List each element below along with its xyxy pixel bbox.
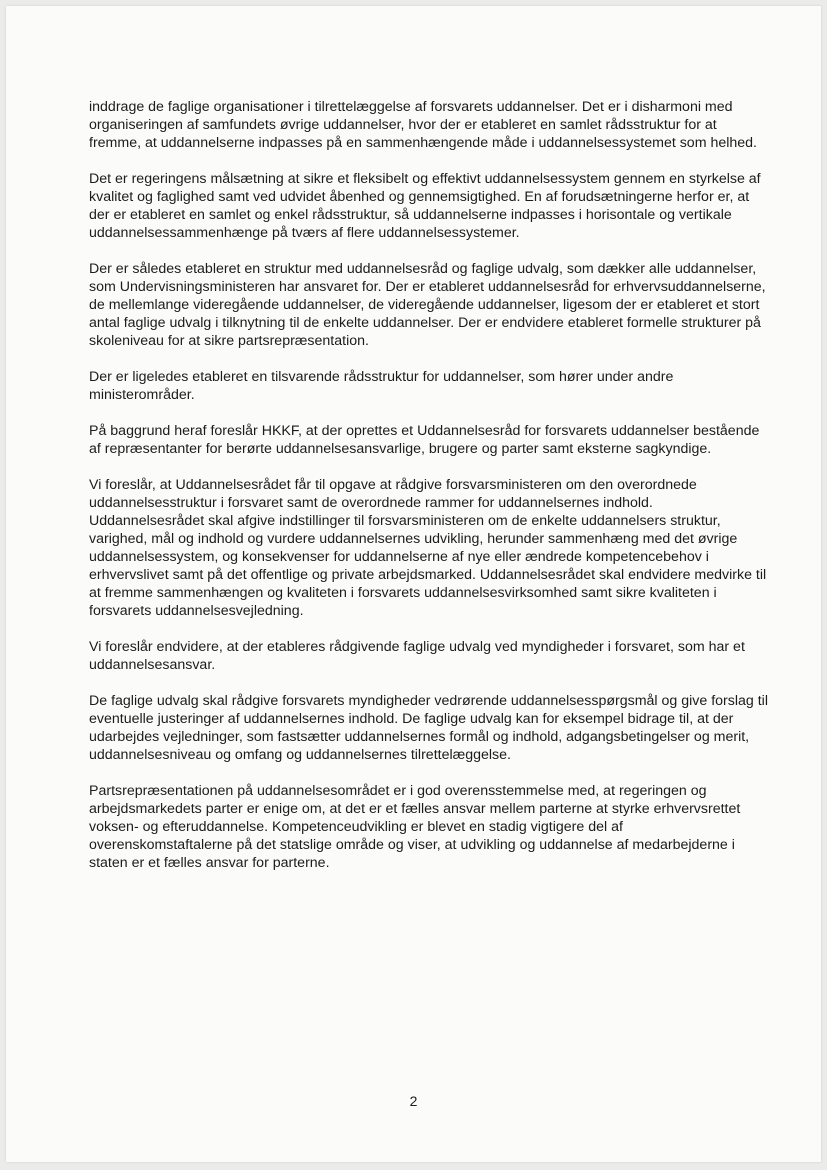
- paragraph: Det er regeringens målsætning at sikre et fleksibelt og effektivt uddannelsessystem gennem en styrkelse af kvalitet og faglighed samt ved udvidet åbenhed og gennemsigtighed. En af forudsætningerne herfor er, at der er etableret en samlet og enkel rådsstruktur, så uddannelserne indpasses i horisontale og vertikale uddannelsessammenhænge på tværs af flere uddannelsessystemer.: [89, 171, 761, 241]
- document-page: [6, 6, 821, 1162]
- paragraph: På baggrund heraf foreslår HKKF, at der oprettes et Uddannelsesråd for forsvarets uddannelser bestående af repræsentanter for berørte uddannelsesansvarlige, brugere og parter samt eksterne sagkyndige.: [89, 423, 760, 457]
- paragraph: Vi foreslår, at Uddannelsesrådet får til opgave at rådgive forsvarsministeren om den overordnede uddannelsesstruktur i forsvaret samt de overordnede rammer for uddannelsernes indhold. Uddannelsesrådet skal afgive indstillinger til forsvarsministeren om de enkelte uddannelsers struktur, varighed, mål og indhold og vurdere uddannelsernes udvikling, herunder sammenhæng med det øvrige uddannelsessystem, og konsekvenser for uddannelserne af nye eller ændrede kompetencebehov i erhvervslivet samt på det offentlige og private arbejdsmarked. Uddannelsesrådet skal endvidere medvirke til at fremme sammenhængen og kvaliteten i forsvarets uddannelsesvirksomhed samt sikre kvaliteten i forsvarets uddannelsesvejledning.: [89, 477, 767, 619]
- paragraph: Der er således etableret en struktur med uddannelsesråd og faglige udvalg, som dækker alle uddannelser, som Undervisningsministeren har ansvaret for. Der er etableret uddannelsesråd for erhvervsuddannelserne, de mellemlange videregående uddannelser, de videregående uddannelser, ligesom der er etableret et stort antal faglige udvalg i tilknytning til de enkelte uddannelser. Der er endvidere etableret formelle strukturer på skoleniveau for at sikre partsrepræsentation.: [89, 261, 766, 349]
- page-number: 2: [409, 1093, 418, 1109]
- paragraph: Vi foreslår endvidere, at der etableres rådgivende faglige udvalg ved myndigheder i forsvaret, som har et uddannelsesansvar.: [89, 639, 745, 673]
- paragraph: inddrage de faglige organisationer i tilrettelæggelse af forsvarets uddannelser. Det er i disharmoni med organiseringen af samfundets øvrige uddannelser, hvor der er etableret en samlet rådsstruktur for at fremme, at uddannelserne indpasses på en sammenhængende måde i uddannelsessystemet som helhed.: [89, 99, 758, 151]
- body-text: [89, 98, 769, 890]
- paragraph: Partsrepræsentationen på uddannelsesområdet er i god overensstemmelse med, at regeringen og arbejdsmarkedets parter er enige om, at det er et fælles ansvar mellem parterne at styrke erhvervsrettet voksen- og efteruddannelse. Kompetenceudvikling er blevet en stadig vigtigere del af overenskomstaftalerne på det statslige område og viser, at udvikling og uddannelse af medarbejderne i staten er et fælles ansvar for parterne.: [89, 783, 741, 871]
- paragraph: De faglige udvalg skal rådgive forsvarets myndigheder vedrørende uddannelsesspørgsmål og give forslag til eventuelle justeringer af uddannelsernes indhold. De faglige udvalg kan for eksempel bidrage til, at der udarbejdes vejledninger, som fastsætter uddannelsernes formål og indhold, adgangsbetingelser og merit, uddannelsesniveau og omfang og uddannelsernes tilrettelæggelse.: [89, 693, 768, 763]
- paragraph: Der er ligeledes etableret en tilsvarende rådsstruktur for uddannelser, som hører under andre ministerområder.: [89, 369, 674, 403]
